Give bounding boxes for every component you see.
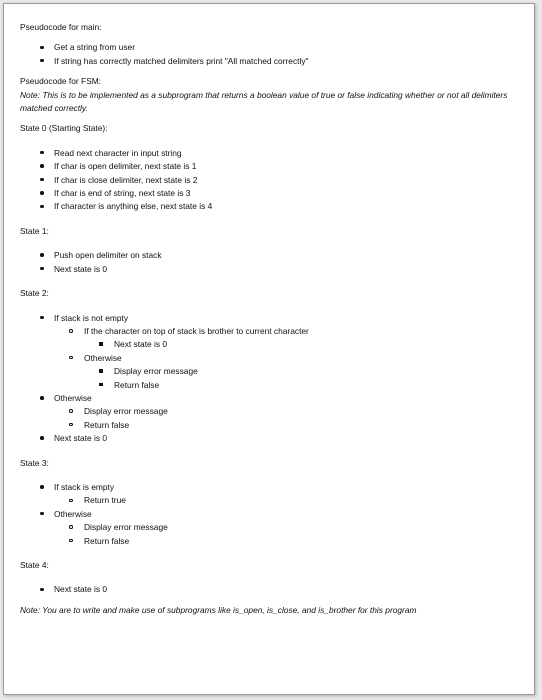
list-item: If the character on top of stack is brother to current character <box>20 325 524 338</box>
main-heading: Pseudocode for main: <box>20 22 102 32</box>
bullet-icon <box>37 312 47 325</box>
bullet-icon <box>37 187 47 200</box>
bullet-icon <box>37 200 47 213</box>
square-bullet-icon <box>96 365 106 378</box>
bullet-icon <box>37 160 47 173</box>
list-item: Get a string from user <box>20 41 524 54</box>
list-item: Next state is 0 <box>20 338 524 351</box>
list-item: Otherwise <box>20 352 524 365</box>
list-item: If character is anything else, next state is 4 <box>20 200 524 213</box>
final-note: Note: You are to write and make use of subprograms like is_open, is_close, and is_brother for this program <box>20 604 417 615</box>
list-item: Display error message <box>20 521 524 534</box>
state3-heading: State 3: <box>20 457 49 468</box>
list-item: Return false <box>20 379 524 392</box>
list-item: Otherwise <box>20 508 524 521</box>
list-item: If stack is empty <box>20 481 524 494</box>
square-bullet-icon <box>96 338 106 351</box>
list-item: Return false <box>20 535 524 548</box>
circle-bullet-icon <box>66 535 76 548</box>
list-item: Next state is 0 <box>20 263 524 276</box>
list-item: Read next character in input string <box>20 147 524 160</box>
document-content <box>20 21 524 617</box>
list-item: If char is end of string, next state is 3 <box>20 187 524 200</box>
fsm-note: Note: This is to be implemented as a subprogram that returns a boolean value of true or false indicating whether or not all delimiters matched correctly. <box>20 89 508 114</box>
bullet-icon <box>37 249 47 262</box>
circle-bullet-icon <box>66 325 76 338</box>
bullet-icon <box>37 263 47 276</box>
list-item: Otherwise <box>20 392 524 405</box>
list-item: Return true <box>20 494 524 507</box>
bullet-icon <box>37 508 47 521</box>
state4-heading: State 4: <box>20 560 49 570</box>
list-item: Display error message <box>20 405 524 418</box>
bullet-icon <box>37 147 47 160</box>
state0-heading: State 0 (Starting State): <box>20 123 108 134</box>
fsm-heading: Pseudocode for FSM: <box>20 76 101 87</box>
square-bullet-icon <box>96 379 106 392</box>
circle-bullet-icon <box>66 352 76 365</box>
list-item: If char is close delimiter, next state is 2 <box>20 174 524 187</box>
list-item: Next state is 0 <box>20 432 524 445</box>
circle-bullet-icon <box>66 419 76 432</box>
bullet-icon <box>37 583 47 596</box>
state1-heading: State 1: <box>20 225 49 236</box>
bullet-icon <box>37 41 47 54</box>
list-item: Push open delimiter on stack <box>20 249 524 262</box>
bullet-icon <box>37 55 47 68</box>
list-item: If stack is not empty <box>20 312 524 325</box>
circle-bullet-icon <box>66 494 76 507</box>
bullet-icon <box>37 481 47 494</box>
bullet-icon <box>37 392 47 405</box>
list-item: Display error message <box>20 365 524 378</box>
document-page <box>3 3 535 695</box>
circle-bullet-icon <box>66 521 76 534</box>
list-item: If char is open delimiter, next state is 1 <box>20 160 524 173</box>
list-item: Return false <box>20 419 524 432</box>
circle-bullet-icon <box>66 405 76 418</box>
bullet-icon <box>37 432 47 445</box>
bullet-icon <box>37 174 47 187</box>
list-item: If string has correctly matched delimiters print "All matched correctly" <box>20 55 524 68</box>
state2-heading: State 2: <box>20 288 49 299</box>
list-item: Next state is 0 <box>20 583 524 596</box>
